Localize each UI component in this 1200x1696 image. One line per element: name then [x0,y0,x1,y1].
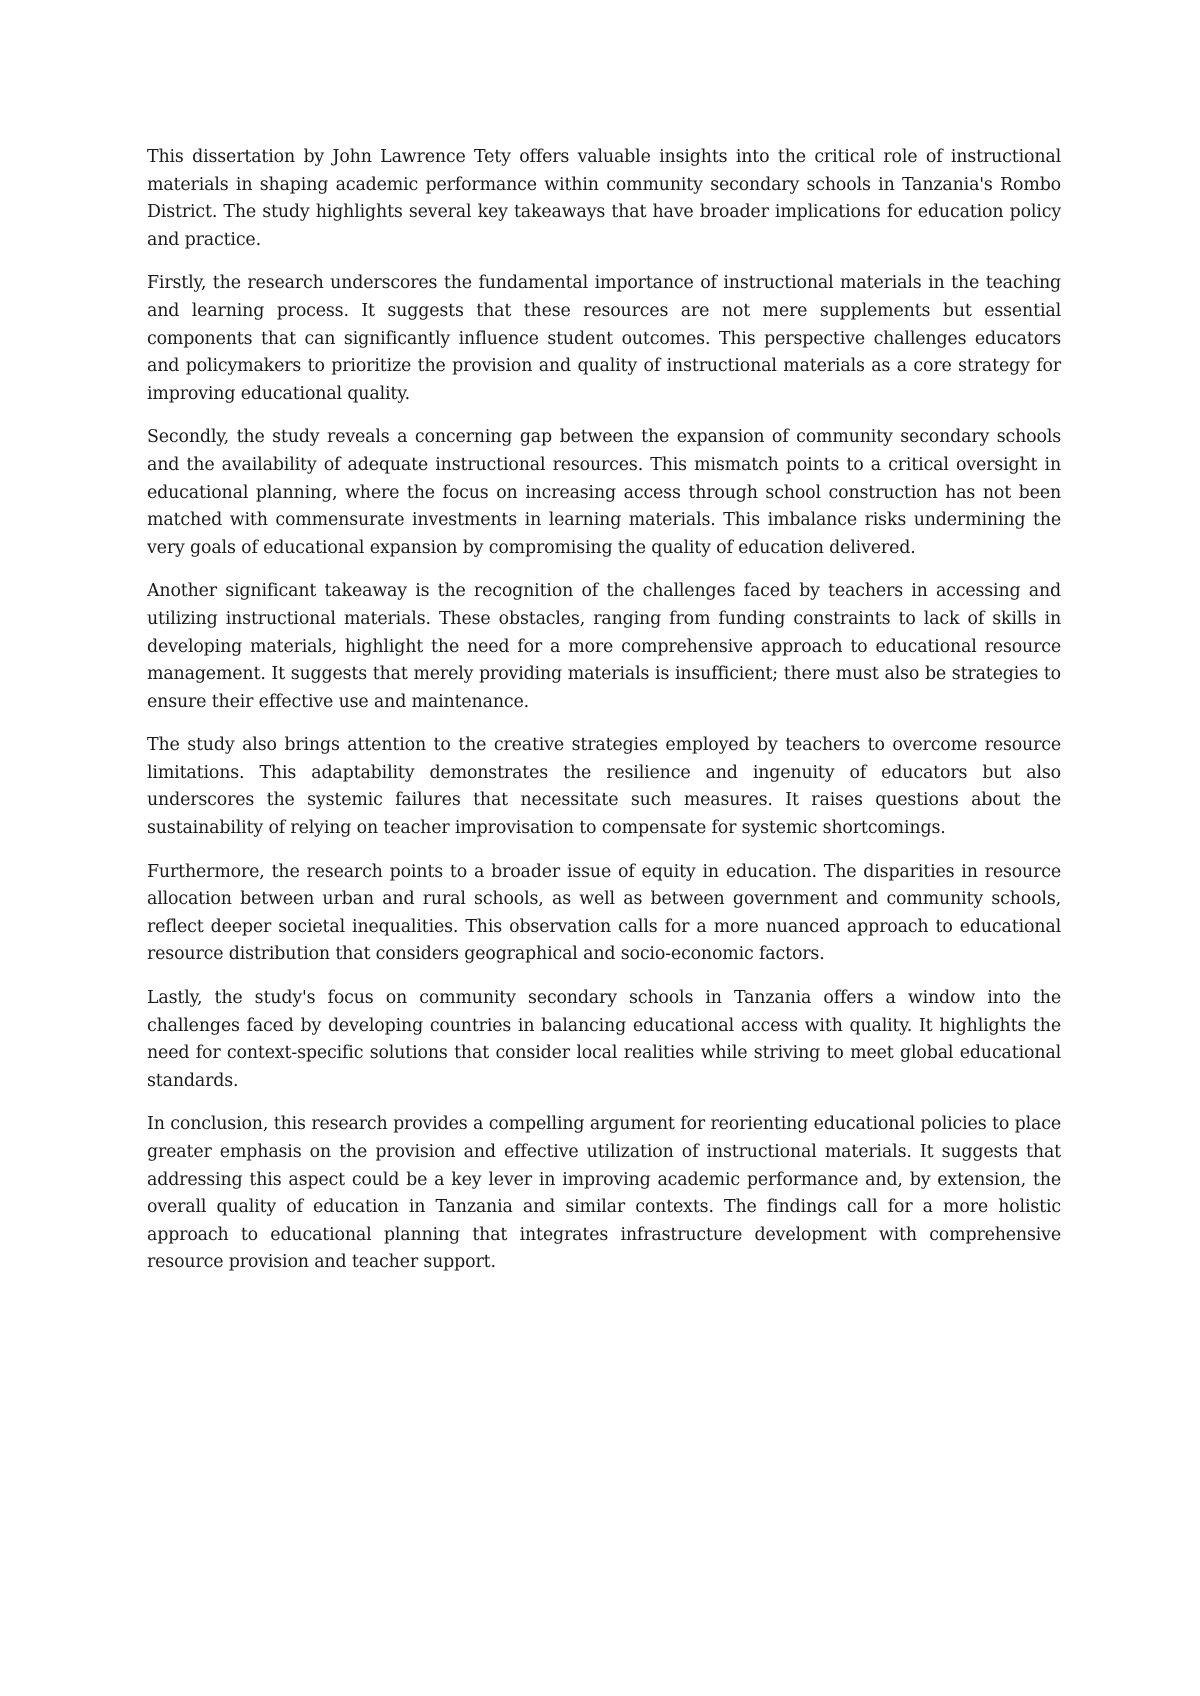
paragraph-teacher-challenges: Another significant takeaway is the recognition of the challenges faced by teachers in accessing and utilizing instructional materials. These obstacles, ranging from funding constraints to lack of skills in developing materials, highlight the need for a more comprehensive approach to educational resource management. It suggests that merely providing materials is insufficient; there must also be strategies to ensure their effective use and maintenance. [147,581,1061,712]
document-body [147,144,1061,1293]
paragraph-equity: Furthermore, the research points to a broader issue of equity in education. The disparities in resource allocation between urban and rural schools, as well as between government and community schools, reflect deeper societal inequalities. This observation calls for a more nuanced approach to educational resource distribution that considers geographical and socio-economic factors. [147,861,1061,965]
paragraph-secondly: Secondly, the study reveals a concerning gap between the expansion of community secondary schools and the availability of adequate instructional resources. This mismatch points to a critical oversight in educational planning, where the focus on increasing access through school construction has not been matched with commensurate investments in learning materials. This imbalance risks undermining the very goals of educational expansion by compromising the quality of education delivered. [147,427,1061,558]
paragraph-lastly: Lastly, the study's focus on community secondary schools in Tanzania offers a window into the challenges faced by developing countries in balancing educational access with quality. It highlights the need for context-specific solutions that consider local realities while striving to meet global educational standards. [147,988,1061,1091]
paragraph-conclusion: In conclusion, this research provides a compelling argument for reorienting educational policies to place greater emphasis on the provision and effective utilization of instructional materials. It suggests that addressing this aspect could be a key lever in improving academic performance and, by extension, the overall quality of education in Tanzania and similar contexts. The findings call for a more holistic approach to educational planning that integrates infrastructure development with comprehensive resource provision and teacher support. [147,1114,1061,1273]
paragraph-intro: This dissertation by John Lawrence Tety offers valuable insights into the critical role of instructional materials in shaping academic performance within community secondary schools in Tanzania's Rombo District. The study highlights several key takeaways that have broader implications for education policy and practice. [147,147,1061,250]
paragraph-firstly: Firstly, the research underscores the fundamental importance of instructional materials in the teaching and learning process. It suggests that these resources are not mere supplements but essential components that can significantly influence student outcomes. This perspective challenges educators and policymakers to prioritize the provision and quality of instructional materials as a core strategy for improving educational quality. [147,273,1061,404]
paragraph-creative-strategies: The study also brings attention to the creative strategies employed by teachers to overcome resource limitations. This adaptability demonstrates the resilience and ingenuity of educators but also underscores the systemic failures that necessitate such measures. It raises questions about the sustainability of relying on teacher improvisation to compensate for systemic shortcomings. [147,735,1061,839]
